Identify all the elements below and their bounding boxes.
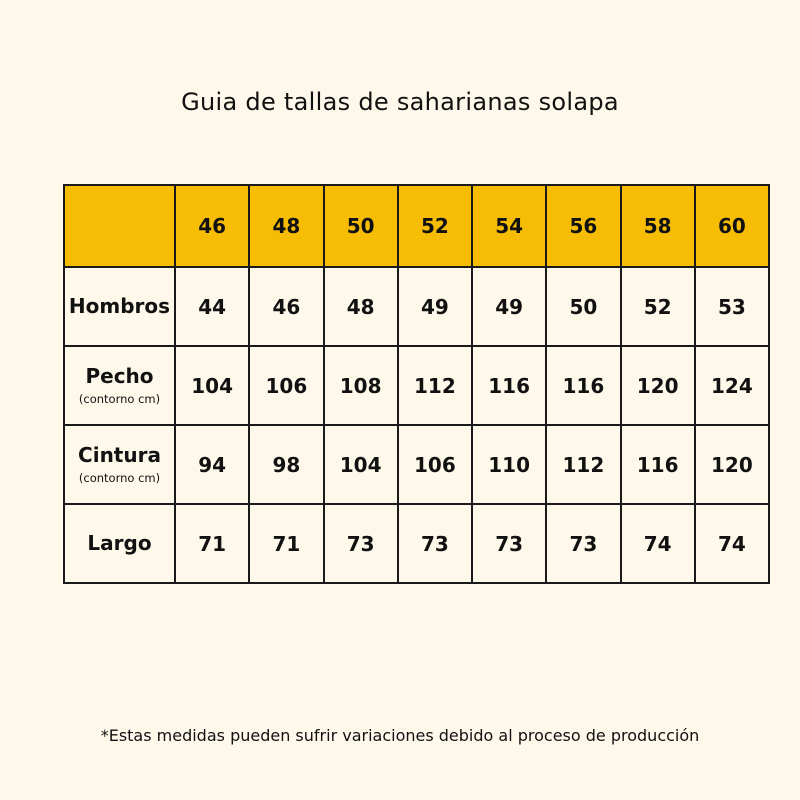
row-sublabel: (contorno cm)	[78, 471, 161, 486]
value-cell: 124	[695, 346, 769, 425]
value-cell: 46	[249, 267, 323, 346]
value-cell: 104	[324, 425, 398, 504]
value-cell: 110	[472, 425, 546, 504]
value-cell: 106	[249, 346, 323, 425]
row-label: Largo	[87, 531, 152, 555]
value-cell: 106	[398, 425, 472, 504]
row-label-cell	[64, 267, 175, 346]
value-cell: 104	[175, 346, 249, 425]
table-row	[64, 504, 769, 583]
value-cell: 49	[472, 267, 546, 346]
value-cell: 73	[324, 504, 398, 583]
row-label: Hombros	[68, 294, 171, 318]
size-header-cell: 50	[324, 185, 398, 267]
size-header-cell: 52	[398, 185, 472, 267]
value-cell: 116	[621, 425, 695, 504]
size-header-cell: 60	[695, 185, 769, 267]
row-sublabel: (contorno cm)	[78, 392, 161, 407]
size-guide-table	[63, 184, 770, 584]
value-cell: 48	[324, 267, 398, 346]
value-cell: 50	[546, 267, 620, 346]
value-cell: 73	[472, 504, 546, 583]
size-header-cell: 54	[472, 185, 546, 267]
value-cell: 73	[398, 504, 472, 583]
value-cell: 116	[472, 346, 546, 425]
value-cell: 73	[546, 504, 620, 583]
header-corner-cell	[64, 185, 175, 267]
table-body	[64, 267, 769, 583]
value-cell: 53	[695, 267, 769, 346]
value-cell: 116	[546, 346, 620, 425]
size-header-cell: 48	[249, 185, 323, 267]
value-cell: 112	[546, 425, 620, 504]
row-label-cell	[64, 346, 175, 425]
value-cell: 98	[249, 425, 323, 504]
table-row	[64, 425, 769, 504]
value-cell: 71	[249, 504, 323, 583]
value-cell: 74	[695, 504, 769, 583]
header-row	[64, 185, 769, 267]
value-cell: 74	[621, 504, 695, 583]
value-cell: 94	[175, 425, 249, 504]
value-cell: 49	[398, 267, 472, 346]
value-cell: 120	[695, 425, 769, 504]
size-header-cell: 46	[175, 185, 249, 267]
value-cell: 120	[621, 346, 695, 425]
value-cell: 71	[175, 504, 249, 583]
table-row	[64, 346, 769, 425]
row-label: Pecho	[85, 364, 154, 389]
row-label-cell	[64, 425, 175, 504]
value-cell: 112	[398, 346, 472, 425]
row-label-cell	[64, 504, 175, 583]
size-header-cell: 56	[546, 185, 620, 267]
page-title: Guia de tallas de saharianas solapa	[181, 88, 619, 116]
value-cell: 108	[324, 346, 398, 425]
size-header-cell: 58	[621, 185, 695, 267]
value-cell: 44	[175, 267, 249, 346]
value-cell: 52	[621, 267, 695, 346]
table-header	[64, 185, 769, 267]
footnote: *Estas medidas pueden sufrir variaciones debido al proceso de producción	[100, 726, 700, 745]
row-label: Cintura	[78, 443, 161, 468]
table-row	[64, 267, 769, 346]
